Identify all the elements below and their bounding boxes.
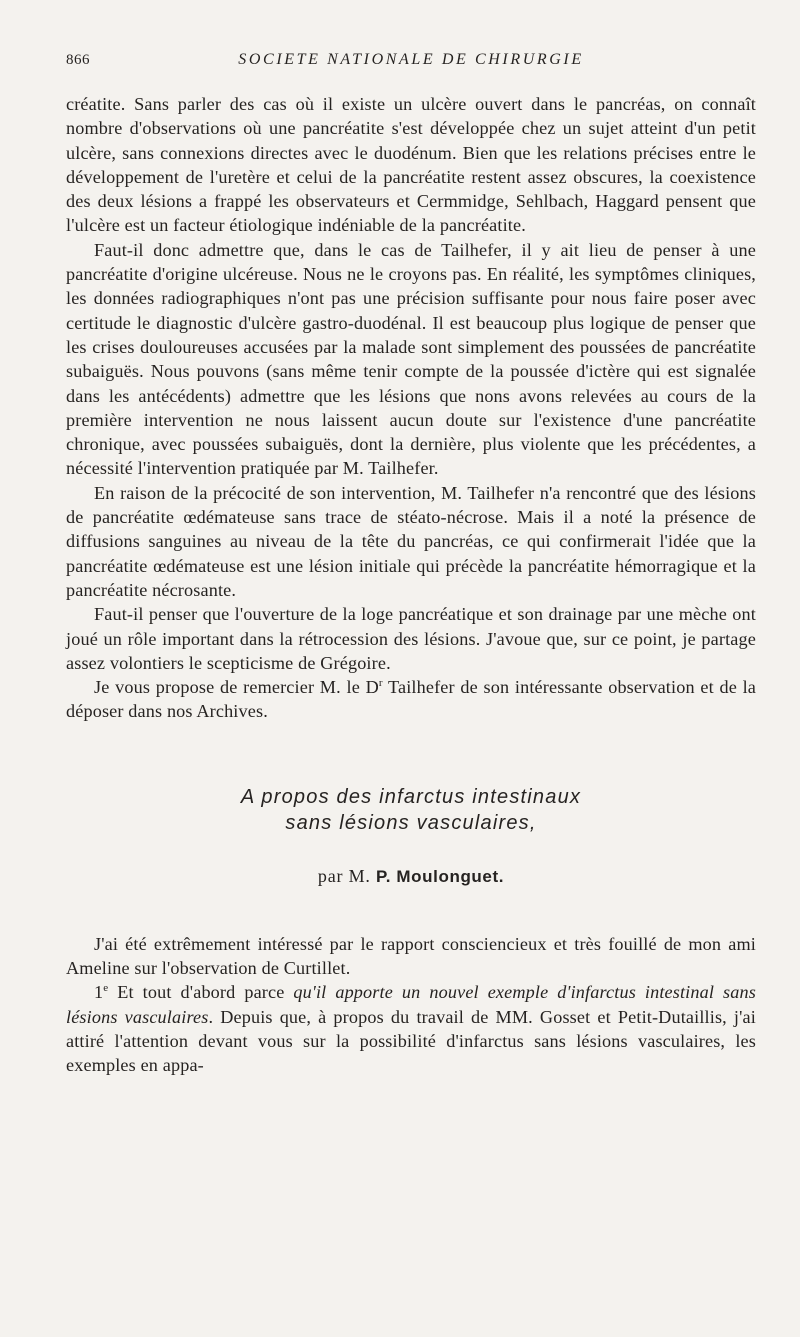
article-title-line-1: A propos des infarctus intestinaux [240,785,582,808]
running-head [66,48,756,78]
point-italic: qu'il apporte un nouvel exemple d'infarctus intestinal sans lésions vasculaires [66,982,756,1027]
article-point-paragraph [66,980,756,1077]
paragraph-2: Faut-il donc admettre que, dans le cas de Tailhefer, il y ait lieu de penser à une pancréatite d'origine ulcéreuse. Nous ne le croyons pas. En réalité, les symptômes cliniques, les données radiographiques n'ont pas une précision suffisante pour nous faire poser avec certitude le diagnostic d'ulcère gastro-duodénal. Il est beaucoup plus logique de penser que les crises douloureuses accusées par la malade sont simplement des poussées de pancréatite subaiguës. Nous pouvons (sans même tenir compte de la poussée d'ictère qui est signalée dans les antécédents) admettre que les lésions que nons avons relevées au cours de la première intervention ne nous laissent aucun doute sur l'existence d'une pancréatite chronique, avec poussées subaiguës, dont la dernière, plus violente que les précédentes, a nécessité l'intervention pratiquée par M. Tailhefer. [66,239,756,479]
point-sup: e [103,982,109,995]
paragraph-1: créatite. Sans parler des cas où il existe un ulcère ouvert dans le pancréas, on connaît nombre d'observations où une pancréatite s'est développée chez un sujet atteint d'un petit ulcère, sans connexions directes avec le duodénum. Bien que les relations précises entre le développement de l'uretère et celui de la pancréatite restent assez obscures, la coexistence des deux lésions a frappé les observateurs et Cermmidge, Sehlbach, Haggard pensent que l'ulcère est un facteur étiologique indéniable de la pancréatite. [66,94,756,236]
page-number: 866 [66,52,90,68]
article-title [66,784,756,836]
closing-text-start: Je vous propose de remercier M. le D [94,677,379,698]
journal-page [66,48,756,1078]
point-rest: . Depuis que, à propos du travail de MM. Gosset et Petit-Dutaillis, j'ai attiré l'attention devant vous sur la possibilité d'infarctus sans lésions vasculaires, les exemples en appa- [66,1006,756,1076]
closing-paragraph [66,675,756,724]
article-intro-paragraph: J'ai été extrêmement intéressé par le rapport consciencieux et très fouillé de mon ami Ameline sur l'observation de Curtillet. [66,933,756,979]
author-name: P. Moulonguet. [376,866,505,886]
byline-prefix: par M. [317,865,371,886]
article-body [66,932,756,1078]
journal-title: SOCIETE NATIONALE DE CHIRURGIE [238,51,584,68]
paragraph-3: En raison de la précocité de son intervention, M. Tailhefer n'a rencontré que des lésions de pancréatite œdémateuse sans trace de stéato-nécrose. Mais il a noté la présence de diffusions sanguines au niveau de la tête du pancréas, ce qui confirmerait l'idée que la pancréatite œdémateuse est une lésion initiale qui précède la pancréatite hémorragique et la pancréatite nécrosante. [66,482,756,600]
byline [66,866,756,887]
closing-text-end: Tailhefer de son intéressante observation et de la déposer dans nos Archives. [66,677,756,722]
paragraph-4: Faut-il penser que l'ouverture de la loge pancréatique et son drainage par une mèche ont joué un rôle important dans la rétrocession des lésions. J'avoue que, sur ce point, je partage assez volontiers le scepticisme de Grégoire. [66,604,756,673]
point-lead: Et tout d'abord parce [108,982,294,1003]
report-body [66,92,756,724]
closing-sup: r [378,677,383,690]
article-title-line-2: sans lésions vasculaires, [285,811,537,834]
point-number: 1 [94,982,104,1003]
